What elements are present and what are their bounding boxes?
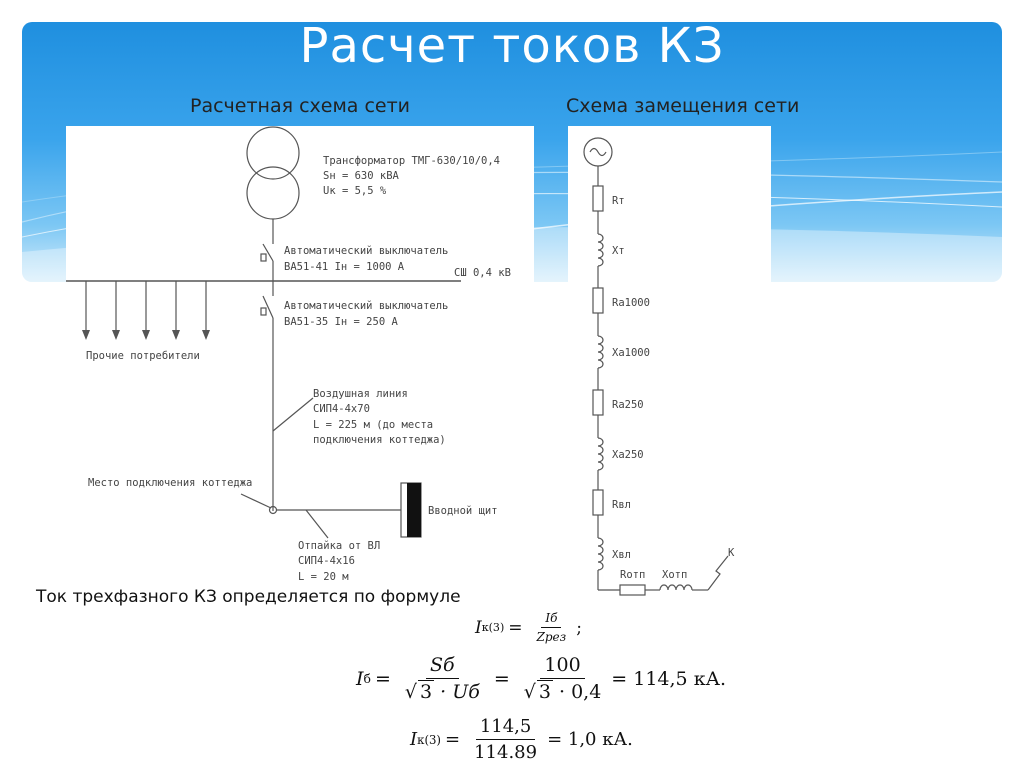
f2-den1-root: 3 (419, 681, 433, 703)
tap-title: Отпайка от ВЛ (298, 540, 381, 552)
f2-lhs-sub: б (363, 671, 371, 686)
f1-sub: к (481, 621, 489, 634)
f2-den1-rest: · Uб (440, 681, 480, 703)
f2-fraction2: $\frac{100}{√ 3 \cdot 0,4}$ (523, 654, 602, 703)
f2-fraction1: $\frac{Sб}{√ 3 \cdot Uб}$ (404, 654, 480, 703)
f3-fraction (470, 716, 541, 763)
f3-result: = 1,0 кА. (547, 729, 633, 750)
label-ra250: Rа250 (612, 399, 644, 411)
label-rvl: Rвл (612, 499, 631, 511)
transformer-label: Трансформатор ТМГ-630/10/0,4 (323, 155, 501, 167)
formula-ik3-result: I к (3) = $\frac{114,5}{114.89}$ = 1,0 кА. (410, 716, 633, 763)
inductor-xa250-icon (598, 438, 603, 470)
fault-arrow-icon (708, 556, 728, 590)
busbar-label: СШ 0,4 кВ (454, 267, 511, 279)
resistor-ra250-icon (593, 390, 603, 415)
f2-den2-root: 3 (538, 681, 551, 703)
f2-result: = 114,5 кА. (611, 667, 726, 690)
label-rotp: Rотп (620, 569, 646, 581)
tap-cable: СИП4-4х16 (298, 555, 355, 567)
line-length-cont: подключения коттеджа) (313, 434, 446, 446)
resistor-rvl-icon (593, 490, 603, 515)
input-panel-fill (407, 483, 421, 537)
resistor-rt-icon (593, 186, 603, 211)
f3-den: 114.89 (474, 742, 538, 763)
inductor-xotp-icon (660, 585, 692, 590)
transformer-sn: Sн = 630 кВА (323, 170, 399, 182)
f3-sub: к (417, 732, 425, 747)
f1-tail: ; (576, 617, 582, 638)
f1-lhs: I (475, 617, 482, 638)
resistor-ra1000-icon (593, 288, 603, 313)
breaker1-model: ВА51-41 Iн = 1000 А (284, 261, 405, 273)
f3-lhs: I (410, 729, 418, 750)
input-panel-label: Вводной щит (428, 505, 498, 517)
label-rt: Rт (612, 195, 625, 207)
label-xa1000: Xа1000 (612, 347, 650, 359)
f3-num: 114,5 (476, 716, 536, 740)
slide-title: Расчет токов КЗ (299, 18, 725, 74)
line-length: L = 225 м (до места (313, 419, 434, 431)
formula-intro: Ток трехфазного КЗ определяется по формуле (36, 587, 461, 607)
transformer-winding-top-icon (247, 127, 299, 179)
equivalent-circuit (568, 126, 771, 606)
f2-den2-rest: · 0,4 (559, 681, 602, 703)
inductor-xt-icon (598, 234, 603, 266)
connection-point-label: Место подключения коттеджа (88, 477, 253, 489)
f2-num2: 100 (540, 654, 584, 679)
line-title: Воздушная линия (313, 388, 408, 400)
line-cable: СИП4-4х70 (313, 403, 370, 415)
transformer-uk: Uк = 5,5 % (323, 185, 387, 197)
breaker2-title: Автоматический выключатель (284, 300, 449, 312)
formula-ik3-definition: I к (3) = $\frac{Iб}{\text{Zрез}}$ ; (475, 611, 582, 644)
caption-network-scheme: Расчетная схема сети (190, 95, 411, 117)
label-xvl: Xвл (612, 549, 631, 561)
breaker2-model: ВА51-35 Iн = 250 А (284, 316, 398, 328)
formula-ib: I б = $\frac{Sб}{√ 3 \cdot Uб}$ = $\frac{100}{√ 3 \cdot 0,4}$ = 114,5 кА. (356, 654, 726, 703)
f1-sup: (3) (488, 621, 505, 634)
label-xt: Xт (612, 245, 625, 257)
caption-equivalent-scheme: Схема замещения сети (566, 95, 800, 117)
transformer-winding-bottom-icon (247, 167, 299, 219)
label-xa250: Xа250 (612, 449, 644, 461)
label-fault-k: К (728, 547, 735, 559)
label-xotp: Xотп (662, 569, 688, 581)
label-ra1000: Rа1000 (612, 297, 650, 309)
f2-lhs: I (356, 667, 364, 690)
consumers-label: Прочие потребители (86, 350, 200, 362)
network-diagram (66, 126, 534, 586)
resistor-rotp-icon (620, 585, 645, 595)
inductor-xvl-icon (598, 538, 603, 570)
f1-fraction (533, 611, 571, 644)
breaker1-title: Автоматический выключатель (284, 245, 449, 257)
inductor-xa1000-icon (598, 336, 603, 368)
tap-length: L = 20 м (298, 571, 349, 583)
f1-num: Iб (541, 611, 561, 628)
f3-sup: (3) (424, 732, 441, 747)
f1-den: Zрез (536, 630, 567, 644)
f2-num1: Sб (426, 654, 459, 679)
